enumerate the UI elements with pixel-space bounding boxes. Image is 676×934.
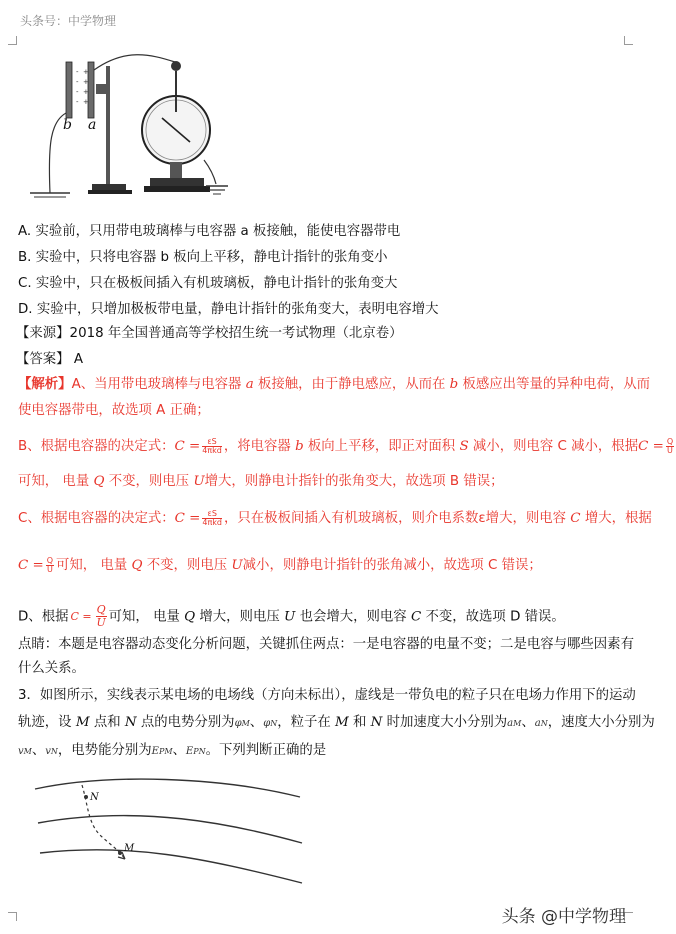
option-c: C. 实验中，只在极板间插入有机玻璃板，静电计指针的张角变大 bbox=[18, 276, 398, 291]
formula-fraction-qu-3 bbox=[70, 611, 91, 623]
svg-text:-: - bbox=[76, 88, 79, 96]
var-n-2: N bbox=[370, 715, 383, 730]
frac-den-2: 4πkd bbox=[202, 517, 223, 527]
corner-mark-bottom-left bbox=[8, 912, 17, 921]
field-lines-figure bbox=[30, 775, 330, 895]
phi-n-sub: N bbox=[270, 719, 278, 728]
var-b2: b bbox=[295, 439, 304, 454]
sep-3: 、 bbox=[31, 743, 46, 758]
formula-c-eq-2: C = bbox=[174, 511, 201, 526]
var-q-3: Q bbox=[184, 609, 196, 625]
analysis-b-text7: 增大，则静电计指针的张角变大，故选项 B 错误； bbox=[204, 474, 504, 489]
ep-m bbox=[152, 746, 173, 757]
frac-u-3: U bbox=[96, 616, 106, 629]
analysis-a-text3: 板感应出等量的异种电荷，从而 bbox=[462, 377, 650, 392]
ep-n-base: E bbox=[185, 746, 194, 757]
svg-text:+: + bbox=[83, 78, 89, 86]
v-n bbox=[45, 746, 58, 757]
frac-num: εS bbox=[202, 438, 222, 447]
frac-q: Q bbox=[666, 436, 674, 446]
phi-n bbox=[263, 718, 277, 729]
corner-mark-top-left bbox=[8, 36, 17, 45]
a-m bbox=[507, 718, 521, 729]
analysis-b-text5: 可知， 电量 bbox=[18, 474, 90, 489]
frac-u-2: U bbox=[46, 564, 53, 574]
a-m-sub: M bbox=[513, 719, 522, 728]
analysis-d-text3: 增大，则电压 bbox=[199, 609, 280, 625]
frac-u: U bbox=[667, 445, 673, 455]
phi-m bbox=[235, 718, 250, 729]
analysis-c-text5: 不变，则电压 bbox=[146, 558, 228, 573]
analysis-b-text3: 板向上平移，即正对面积 bbox=[307, 439, 456, 454]
sep-1: 、 bbox=[249, 715, 264, 730]
question3-line-3 bbox=[18, 741, 326, 762]
analysis-d-text2: 可知， 电量 bbox=[108, 609, 180, 625]
analysis-b-text2: ，将电容器 bbox=[223, 439, 291, 454]
q3-text-h: ，电势能分别为 bbox=[57, 743, 152, 758]
figure1-label-a: a bbox=[88, 117, 97, 133]
v-m-base: v bbox=[18, 746, 24, 757]
figure2-label-m: M bbox=[124, 843, 135, 854]
ep-n bbox=[186, 746, 206, 757]
formula-c-eq-4: C = bbox=[70, 609, 92, 623]
analysis-c-text3: 增大，根据 bbox=[584, 511, 652, 526]
formula-fraction-qu-2 bbox=[46, 557, 54, 574]
svg-text:+: + bbox=[83, 68, 89, 76]
frac-den: 4πkd bbox=[202, 445, 222, 455]
answer-label: 【答案】 bbox=[16, 352, 70, 367]
a-n-base: a bbox=[534, 718, 541, 729]
analysis-c-text4: 可知， 电量 bbox=[56, 558, 128, 573]
phi-m-base: φ bbox=[234, 718, 242, 729]
header-source: 头条号：中学物理 bbox=[20, 14, 117, 28]
formula-c-eq-3: C = bbox=[18, 558, 44, 573]
comment-line-1: 点睛：本题是电容器动态变化分析问题，关键抓住两点：一是电容器的电量不变；二是电容与哪些因素有 bbox=[18, 637, 634, 652]
analysis-line-b2 bbox=[18, 472, 504, 492]
analysis-line-c1 bbox=[18, 509, 652, 529]
frac-num-2: εS bbox=[202, 510, 222, 519]
analysis-line-d bbox=[18, 604, 565, 629]
q3-text-a: 轨迹，设 bbox=[18, 715, 72, 730]
analysis-d-text4: 也会增大，则电容 bbox=[299, 609, 407, 625]
analysis-a-text2: 板接触，由于静电感应，从而在 bbox=[257, 377, 446, 392]
q3-text-f: 时加速度大小分别为 bbox=[386, 715, 508, 730]
v-n-sub: N bbox=[50, 747, 58, 756]
question3-line-1: 3．如图所示，实线表示某电场的电场线（方向未标出），虚线是一带负电的粒子只在电场力作用下的运动 bbox=[18, 688, 636, 703]
option-a: A. 实验前，只用带电玻璃棒与电容器 a 板接触，能使电容器带电 bbox=[18, 224, 401, 239]
option-b: B. 实验中，只将电容器 b 板向上平移，静电计指针的张角变小 bbox=[18, 250, 388, 265]
analysis-c-text1: C、根据电容器的决定式： bbox=[18, 511, 175, 526]
formula-c-eq: C = bbox=[174, 439, 201, 454]
q3-text-c: 点的电势分别为 bbox=[140, 715, 235, 730]
var-b: b bbox=[449, 377, 459, 392]
corner-mark-top-right bbox=[624, 36, 633, 45]
q3-text-b: 点和 bbox=[93, 715, 121, 730]
var-q-2: Q bbox=[131, 558, 143, 573]
answer-line bbox=[16, 350, 83, 370]
option-d: D. 实验中，只增加极板带电量，静电计指针的张角变大，表明电容增大 bbox=[18, 302, 439, 317]
var-c-2: C bbox=[410, 609, 422, 625]
analysis-c-text6: 减小，则静电计指针的张角减小，故选项 C 错误； bbox=[242, 558, 542, 573]
ep-m-sub: PM bbox=[158, 747, 173, 756]
phi-m-sub: M bbox=[241, 719, 250, 728]
source-line: 【来源】2018 年全国普通高等学校招生统一考试物理（北京卷） bbox=[16, 326, 403, 341]
ep-m-base: E bbox=[151, 746, 159, 757]
figure1-label-b: b bbox=[63, 117, 72, 133]
svg-text:-: - bbox=[76, 68, 79, 76]
figure2-label-n: N bbox=[90, 792, 99, 803]
q3-text-i: 。下列判断正确的是 bbox=[205, 743, 327, 758]
analysis-line-b1 bbox=[18, 437, 676, 457]
v-m-sub: M bbox=[23, 747, 32, 756]
analysis-b-text4: 减小，则电容 C 减小，根据 bbox=[472, 439, 639, 454]
v-m bbox=[18, 746, 32, 757]
a-n-sub: N bbox=[540, 719, 548, 728]
var-u: U bbox=[193, 474, 205, 489]
analysis-line-c2 bbox=[18, 556, 542, 576]
v-n-base: v bbox=[45, 746, 51, 757]
var-u-2: U bbox=[231, 558, 243, 573]
svg-text:-: - bbox=[76, 78, 79, 86]
ep-n-sub: PN bbox=[193, 747, 206, 756]
analysis-label: 【解析】 bbox=[18, 377, 72, 392]
analysis-b-text1: B、根据电容器的决定式： bbox=[18, 439, 175, 454]
frac-q-2: Q bbox=[46, 555, 54, 565]
a-m-base: a bbox=[507, 718, 514, 729]
svg-text:-: - bbox=[76, 98, 79, 106]
var-q: Q bbox=[93, 474, 105, 489]
watermark: 头条 @中学物理 bbox=[501, 907, 626, 927]
phi-n-base: φ bbox=[263, 718, 271, 729]
var-a: a bbox=[245, 377, 254, 392]
q3-text-e: 和 bbox=[353, 715, 367, 730]
analysis-d-text1: D、根据 bbox=[18, 609, 69, 625]
a-n bbox=[535, 718, 548, 729]
svg-text:+: + bbox=[83, 88, 89, 96]
svg-text:+: + bbox=[83, 98, 89, 106]
answer-value: A bbox=[73, 352, 83, 367]
analysis-d-text5: 不变，故选项 D 错误。 bbox=[425, 609, 565, 625]
comment-line-2: 什么关系。 bbox=[18, 661, 85, 676]
var-s: S bbox=[459, 439, 469, 454]
question3-line-2 bbox=[18, 713, 655, 734]
var-m: M bbox=[75, 715, 90, 730]
formula-fraction-eps-2 bbox=[202, 510, 222, 527]
analysis-line-a1 bbox=[18, 375, 650, 395]
analysis-line-a2: 使电容器带电，故选项 A 正确； bbox=[18, 403, 210, 418]
frac-q-3: Q bbox=[96, 603, 106, 616]
q3-text-g: ，速度大小分别为 bbox=[547, 715, 655, 730]
analysis-b-text6: 不变，则电压 bbox=[108, 474, 190, 489]
var-n: N bbox=[124, 715, 137, 730]
formula-fraction-eps bbox=[202, 438, 222, 455]
sep-2: 、 bbox=[521, 715, 535, 730]
q3-text-d: ，粒子在 bbox=[277, 715, 331, 730]
formula-fraction-qu-3b bbox=[96, 604, 107, 629]
var-u-3: U bbox=[284, 609, 296, 625]
formula-c-eq-q: C = bbox=[638, 439, 664, 454]
var-c: C bbox=[570, 511, 581, 526]
sep-4: 、 bbox=[172, 743, 186, 758]
analysis-a-text1: A、当用带电玻璃棒与电容器 bbox=[71, 377, 242, 392]
var-m-2: M bbox=[335, 715, 349, 730]
analysis-c-text2: ，只在极板间插入有机玻璃板，则介电系数ε增大，则电容 bbox=[224, 511, 567, 526]
formula-fraction-qu bbox=[666, 438, 674, 455]
